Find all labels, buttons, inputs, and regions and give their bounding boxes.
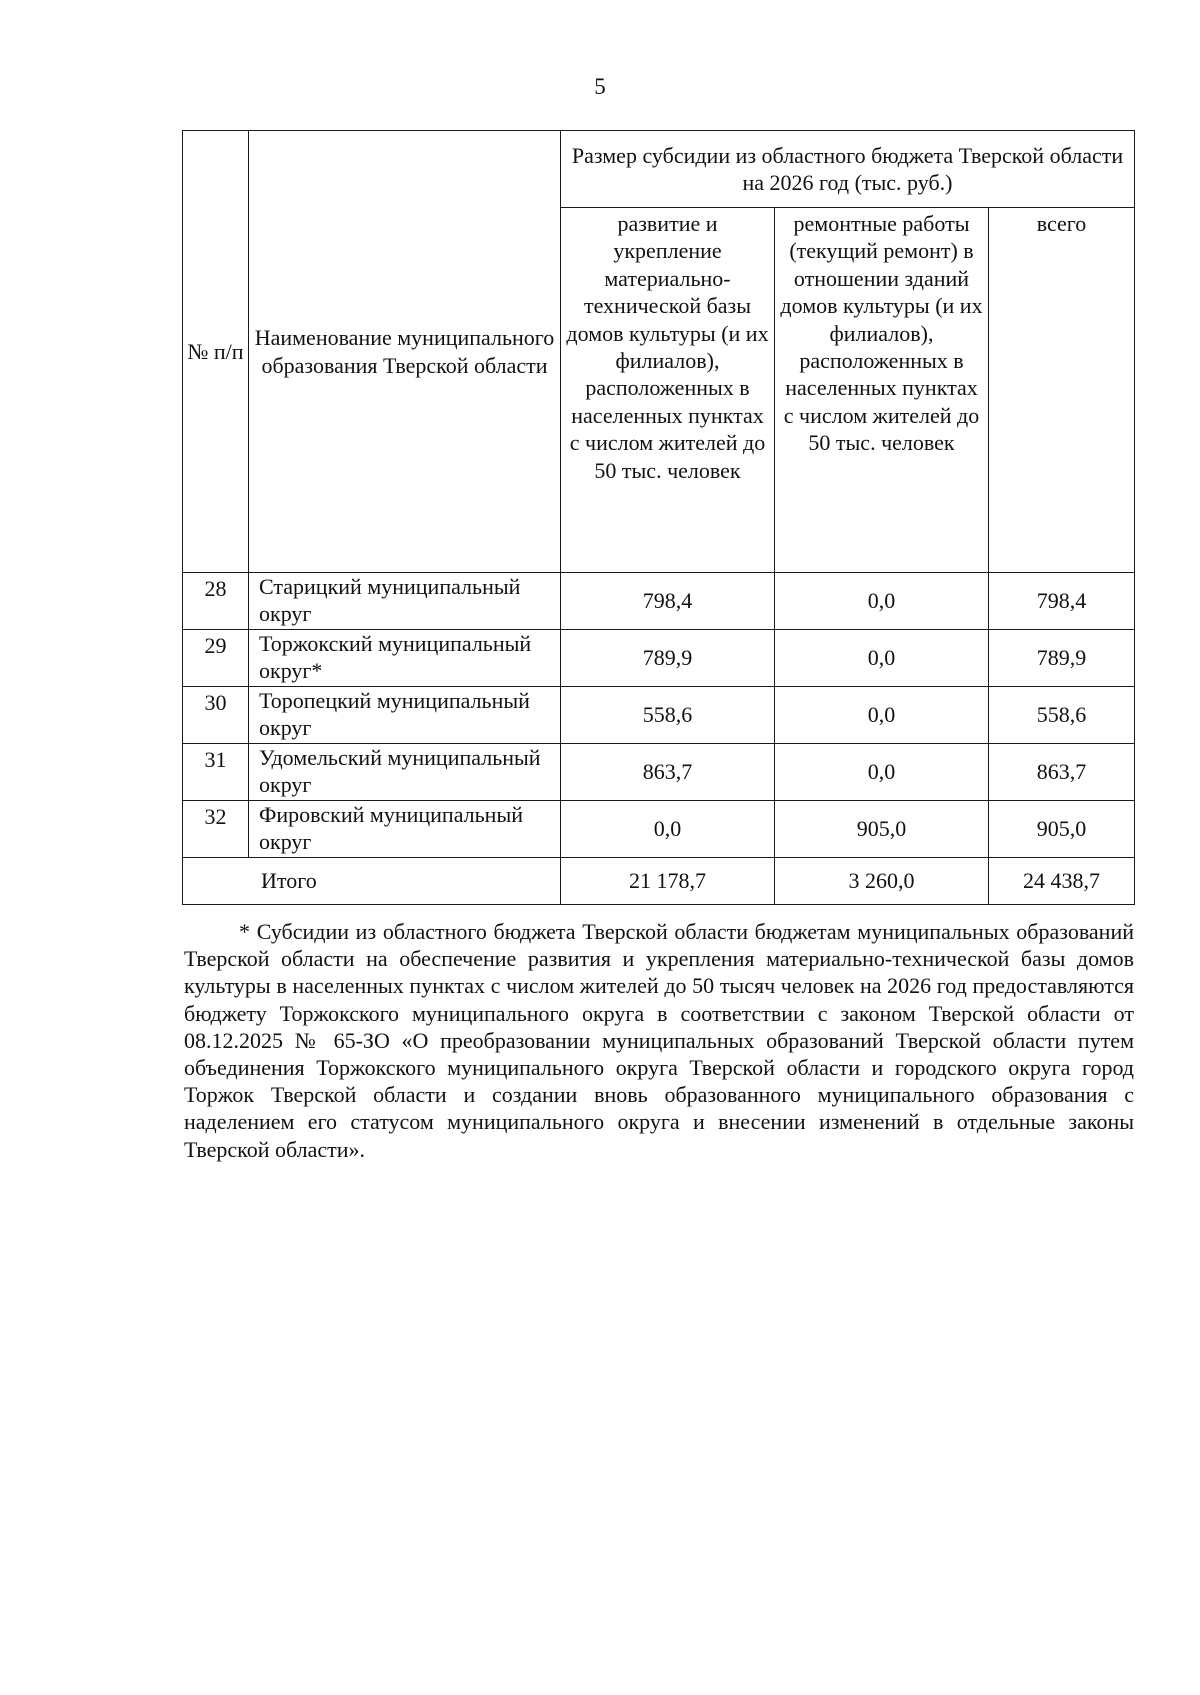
total-sum-value: 24 438,7 xyxy=(989,858,1135,905)
row-development-value: 558,6 xyxy=(561,687,775,744)
subsidy-table xyxy=(182,130,1135,905)
total-row xyxy=(183,858,1135,905)
row-number: 29 xyxy=(183,630,249,687)
row-number: 31 xyxy=(183,744,249,801)
table-row xyxy=(183,744,1135,801)
header-repair: ремонтные работы (текущий ремонт) в отношении зданий домов культуры (и их филиалов), расположенных в населенных пунктах с числом жителей до 50 тыс. человек xyxy=(775,208,989,573)
row-repair-value: 0,0 xyxy=(775,573,989,630)
row-development-value: 789,9 xyxy=(561,630,775,687)
table-row xyxy=(183,801,1135,858)
row-total-value: 905,0 xyxy=(989,801,1135,858)
row-total-value: 558,6 xyxy=(989,687,1135,744)
row-number: 28 xyxy=(183,573,249,630)
row-municipality: Старицкий муниципальный округ xyxy=(249,573,561,630)
row-repair-value: 0,0 xyxy=(775,687,989,744)
row-number: 32 xyxy=(183,801,249,858)
header-name: Наименование муниципального образования Тверской области xyxy=(249,131,561,573)
row-total-value: 798,4 xyxy=(989,573,1135,630)
row-development-value: 798,4 xyxy=(561,573,775,630)
row-development-value: 0,0 xyxy=(561,801,775,858)
total-repair-value: 3 260,0 xyxy=(775,858,989,905)
row-repair-value: 0,0 xyxy=(775,630,989,687)
row-development-value: 863,7 xyxy=(561,744,775,801)
row-total-value: 863,7 xyxy=(989,744,1135,801)
row-municipality: Удомельский муниципальный округ xyxy=(249,744,561,801)
row-number: 30 xyxy=(183,687,249,744)
table-row xyxy=(183,687,1135,744)
footnote: * Субсидии из областного бюджета Тверской области бюджетам муниципальных образований Тверской области на обеспечение развития и укрепления материально-технической базы домов культуры в населенных пунктах с числом жителей до 50 тысяч человек на 2026 год предоставляются бюджету Торжокского муниципального округа в соответствии с законом Тверской области от 08.12.2025 № 65-ЗО «О преобразовании муниципальных образований Тверской области путем объединения Торжокского муниципального округа Тверской области и городского округа город Торжок Тверской области и создании вновь образованного муниципального образования с наделением его статусом муниципального округа и внесении изменений в отдельные законы Тверской области». xyxy=(184,919,1134,1162)
table-row xyxy=(183,630,1135,687)
row-municipality: Торжокский муниципальный округ* xyxy=(249,630,561,687)
row-repair-value: 0,0 xyxy=(775,744,989,801)
header-num: № п/п xyxy=(183,131,249,573)
header-total: всего xyxy=(989,208,1135,573)
total-development-value: 21 178,7 xyxy=(561,858,775,905)
page-number: 5 xyxy=(594,74,606,99)
row-repair-value: 905,0 xyxy=(775,801,989,858)
header-development: развитие и укрепление материально-технической базы домов культуры (и их филиалов), расположенных в населенных пунктах с числом жителей до 50 тыс. человек xyxy=(561,208,775,573)
row-municipality: Фировский муниципальный округ xyxy=(249,801,561,858)
row-municipality: Торопецкий муниципальный округ xyxy=(249,687,561,744)
row-total-value: 789,9 xyxy=(989,630,1135,687)
header-subsidy-group: Размер субсидии из областного бюджета Тверской области на 2026 год (тыс. руб.) xyxy=(561,131,1135,208)
total-label: Итого xyxy=(183,858,561,905)
table-row xyxy=(183,573,1135,630)
